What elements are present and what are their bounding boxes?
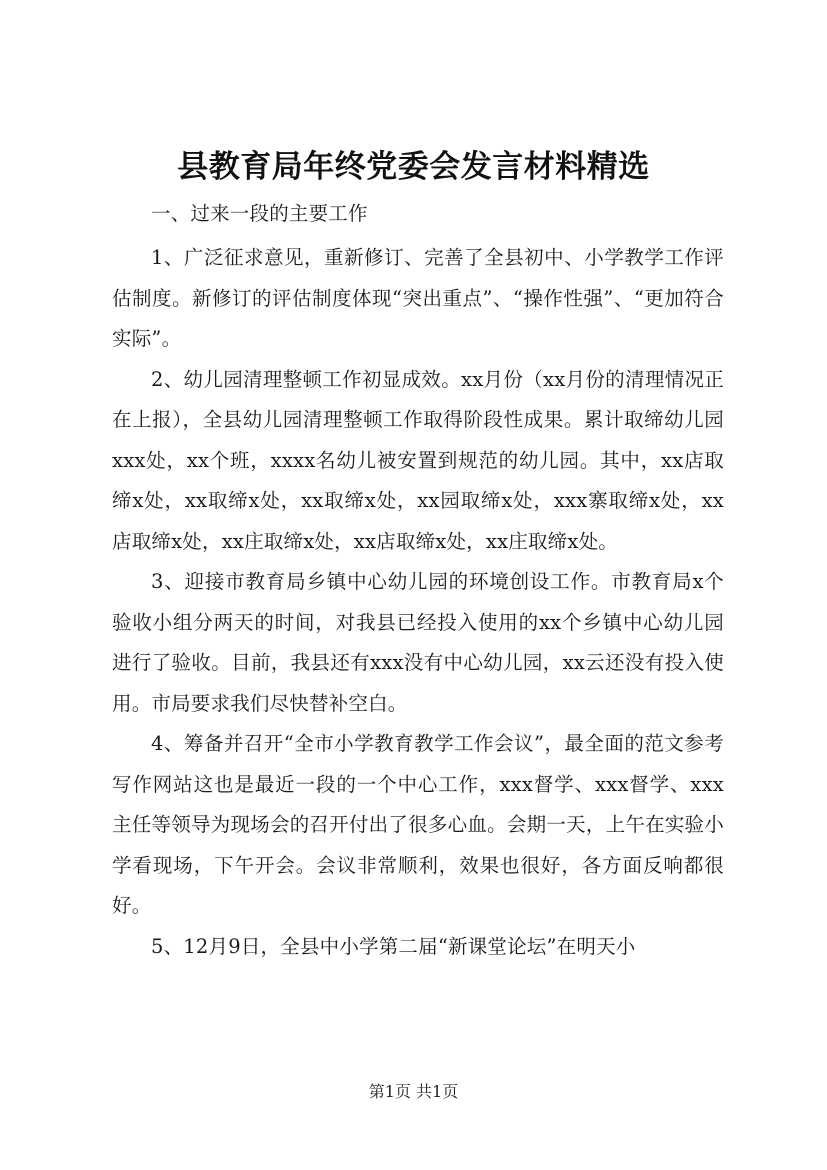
paragraph-2: 2、幼儿园清理整顿工作初显成效。xx月份（xx月份的清理情况正在上报），全县幼儿园清理整顿工作取得阶段性成果。累计取缔幼儿园xxx处，xx个班，xxxx名幼儿被安置到规范的幼儿园。其中，xx店取缔x处，xx取缔x处，xx取缔x处，xx园取缔x处，xxx寨取缔x处，xx店取缔x处，xx庄取缔x处，xx店取缔x处，xx庄取缔x处。 [112, 367, 724, 553]
section-heading: 一、过来一段的主要工作 [151, 202, 368, 225]
paragraph-5: 5、12月9日，全县中小学第二届“新课堂论坛”在明天小 [151, 934, 636, 958]
document-title: 县教育局年终党委会发言材料精选 [177, 149, 650, 185]
paragraph-3: 3、迎接市教育局乡镇中心幼儿园的环境创设工作。市教育局x个验收小组分两天的时间，对我县已经投入使用的xx个乡镇中心幼儿园进行了验收。目前，我县还有xxx没有中心幼儿园，xx云还没有投入使用。市局要求我们尽快替补空白。 [112, 570, 724, 715]
paragraph-1: 1、广泛征求意见，重新修订、完善了全县初中、小学教学工作评估制度。新修订的评估制度体现“突出重点”、“操作性强”、“更加符合实际”。 [112, 246, 724, 350]
page-footer: 第1页 共1页 [368, 1082, 459, 1101]
document-body [112, 196, 724, 967]
paragraph-4: 4、筹备并召开“全市小学教育教学工作会议”，最全面的范文参考写作网站这也是最近一段的一个中心工作，xxx督学、xxx督学、xxx主任等领导为现场会的召开付出了很多心血。会期一天，上午在实验小学看现场，下午开会。会议非常顺利，效果也很好，各方面反响都很好。 [112, 732, 724, 917]
